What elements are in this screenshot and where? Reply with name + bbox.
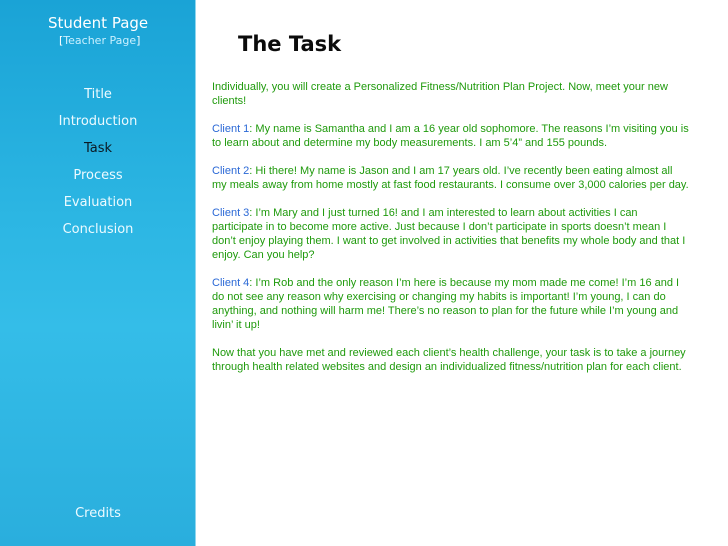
teacher-page-link[interactable]: Teacher Page	[63, 34, 137, 47]
teacher-bracket-open: [	[59, 34, 64, 47]
teacher-page-line	[59, 34, 148, 47]
client-label: Client 1	[212, 123, 250, 135]
client-paragraph-3	[212, 206, 690, 262]
site-title: Student Page	[48, 14, 149, 32]
page-title: The Task	[238, 32, 342, 56]
nav-item-process[interactable]: Process	[73, 168, 123, 183]
client-text: : Hi there! My name is Jason and I am 17 years old. I’ve recently been eating almost all my meals away from home mostly at fast food restaurants. I consume over 3,000 calories per day.	[212, 165, 689, 191]
nav-item-credits[interactable]: Credits	[75, 506, 121, 521]
closing-paragraph: Now that you have met and reviewed each client’s health challenge, your task is to take a journey through health related websites and design an individualized fitness/nutrition plan for each client.	[212, 347, 686, 373]
client-paragraph-1	[212, 122, 690, 150]
nav-item-title[interactable]: Title	[84, 87, 112, 102]
nav-item-introduction[interactable]: Introduction	[58, 114, 138, 129]
client-paragraph-4	[212, 276, 690, 332]
nav-item-task[interactable]: Task	[83, 141, 113, 156]
client-label: Client 3	[212, 207, 250, 219]
client-label: Client 4	[212, 277, 250, 289]
task-content	[212, 80, 690, 388]
sidebar-nav	[0, 81, 196, 243]
intro-paragraph: Individually, you will create a Personalized Fitness/Nutrition Plan Project. Now, meet your new clients!	[212, 81, 668, 107]
teacher-bracket-close: ]	[136, 34, 141, 47]
client-text: : I’m Mary and I just turned 16! and I am interested to learn about activities I can participate in to become more active. Just because I don’t participate in sports doesn’t mean I don’t enjoy playing them. I want to get involved in activities that benefits my whole body and that I enjoy. Can you help?	[212, 207, 686, 261]
client-paragraph-2	[212, 164, 690, 192]
client-label: Client 2	[212, 165, 250, 177]
nav-item-evaluation[interactable]: Evaluation	[63, 195, 133, 210]
sidebar	[0, 0, 196, 546]
nav-item-conclusion[interactable]: Conclusion	[62, 222, 134, 237]
client-text: : I’m Rob and the only reason I’m here is because my mom made me come! I’m 16 and I do not see any reason why exercising or changing my habits is important! I’m young, I can do anything, and nothing will harm me! There’s no reason to plan for the future while I’m young and livin’ it up!	[212, 277, 680, 331]
client-text: : My name is Samantha and I am a 16 year old sophomore. The reasons I’m visiting you is to learn about and determine my body measurements. I am 5’4” and 155 pounds.	[212, 123, 689, 149]
sidebar-header	[48, 14, 148, 47]
